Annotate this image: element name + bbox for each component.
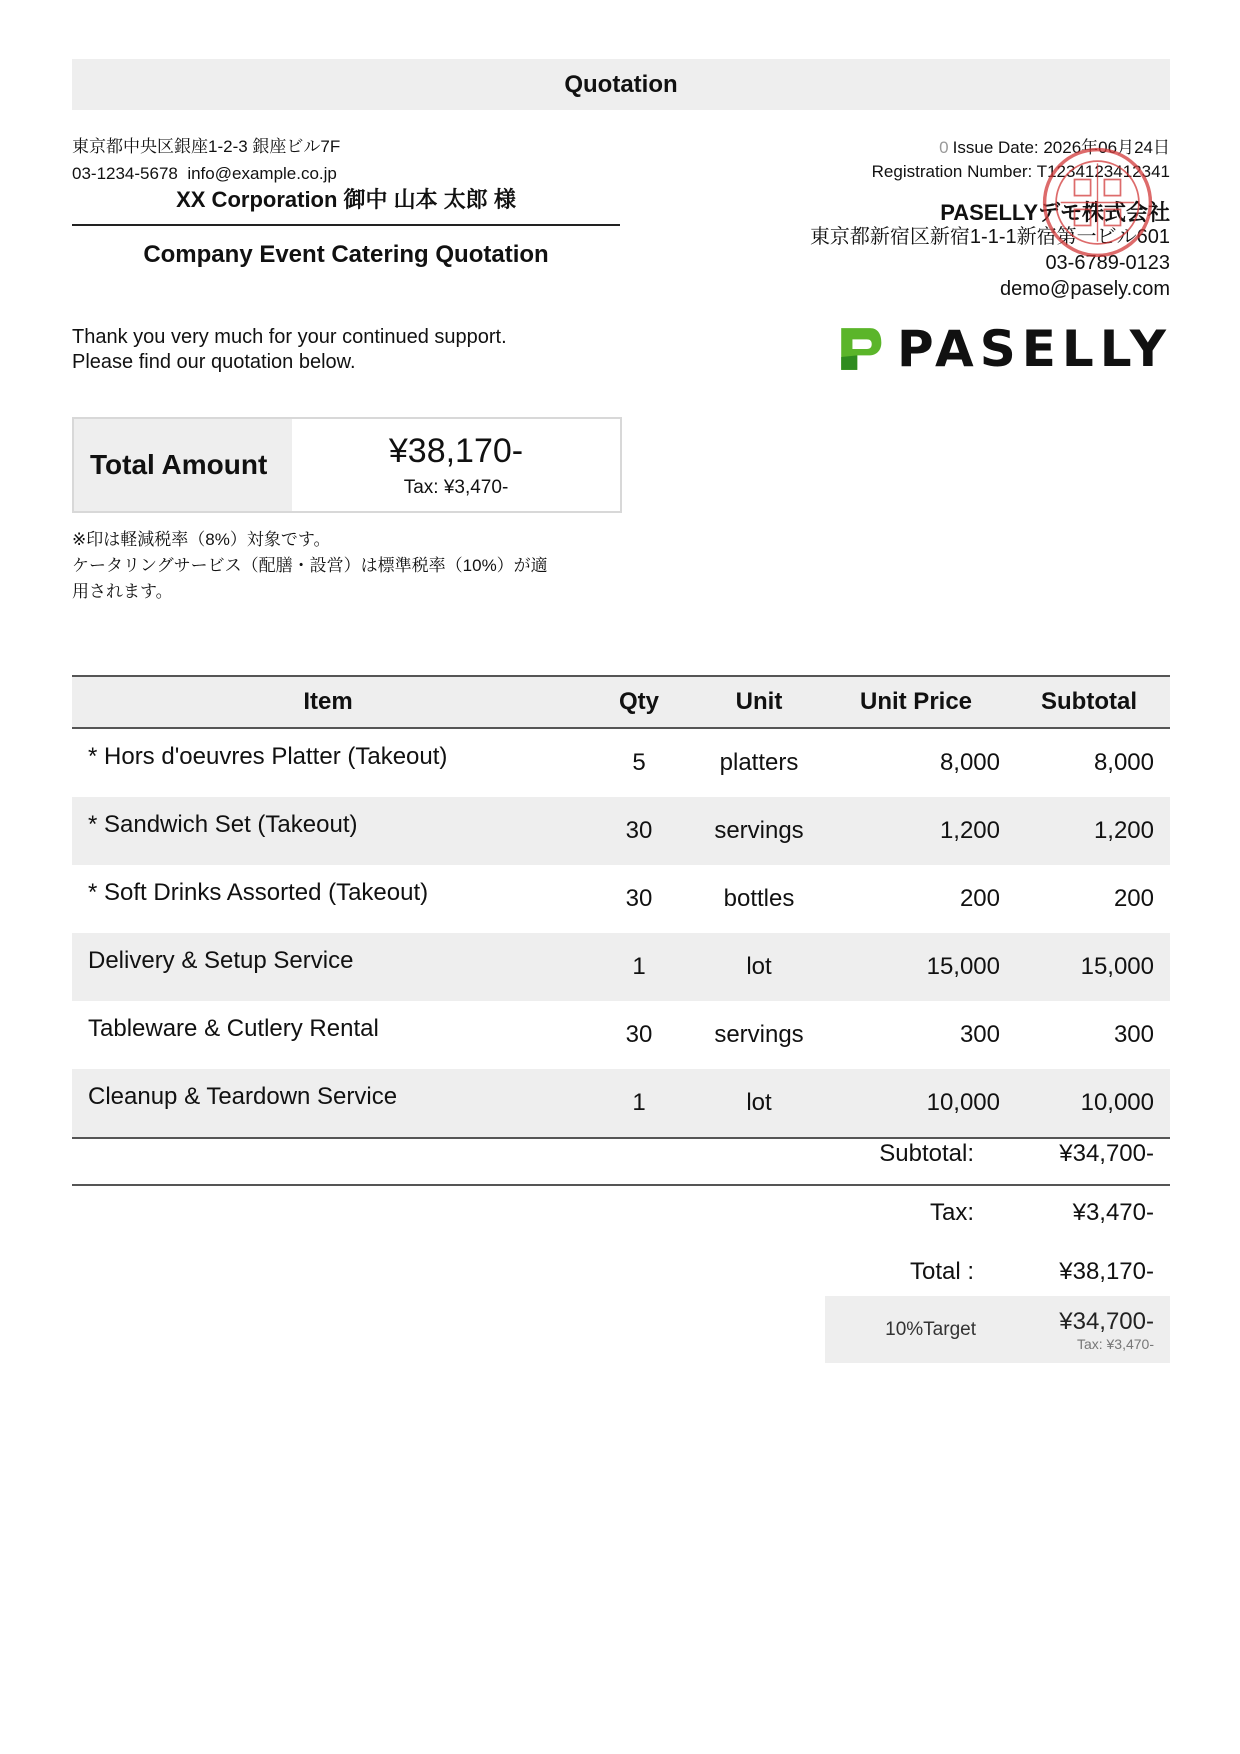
tax-target-values: [990, 1296, 1170, 1363]
row-qty: 30: [625, 885, 653, 912]
tax-note-line-1: ※印は軽減税率（8%）対象です。: [72, 530, 331, 549]
total-amount-box: [72, 417, 622, 513]
row-subtotal: 8,000: [1093, 749, 1154, 776]
summary-subtotal-value: ¥34,700-: [1059, 1140, 1154, 1167]
items-table: [72, 675, 1170, 1139]
pasely-logo-text: PASELLY: [896, 320, 1172, 378]
quotation-subject: Company Event Catering Quotation: [143, 241, 549, 268]
summary-tax-label: Tax:: [929, 1199, 974, 1226]
header-unit-price: Unit Price: [824, 676, 1008, 728]
tax-notes: [72, 527, 632, 605]
summary-tax-value: ¥3,470-: [1072, 1199, 1154, 1226]
row-unit-price: 200: [959, 885, 1000, 912]
client-phone: 03-1234-5678: [72, 164, 178, 183]
row-unit-price: 8,000: [939, 749, 1000, 776]
row-qty: 30: [625, 1021, 653, 1048]
row-subtotal: 10,000: [1008, 1069, 1170, 1138]
pasely-logo-icon: [838, 319, 883, 379]
registration-number: Registration Number: T1234123412341: [871, 162, 1170, 181]
row-qty: 1: [584, 933, 694, 1001]
summary-divider: [72, 1184, 1170, 1186]
total-amount-value: ¥38,170-: [388, 432, 524, 470]
row-item: Delivery & Setup Service: [72, 933, 584, 1001]
issue-prefix: 0: [939, 138, 949, 157]
row-unit: platters: [719, 749, 799, 776]
header-qty: Qty: [584, 676, 694, 728]
table-row: [72, 1001, 1170, 1069]
row-subtotal: 15,000: [1008, 933, 1170, 1001]
greeting-line-1: Thank you very much for your continued support.: [72, 326, 507, 348]
row-unit: servings: [714, 1021, 804, 1048]
row-qty: 1: [584, 1069, 694, 1138]
table-row: [72, 1069, 1170, 1138]
header-unit: Unit: [694, 676, 824, 728]
row-qty: 30: [584, 797, 694, 865]
row-unit: lot: [694, 1069, 824, 1138]
greeting-line-2: Please find our quotation below.: [72, 351, 356, 373]
tax-note-line-3: 用されます。: [72, 582, 173, 601]
row-unit-price: 1,200: [824, 797, 1008, 865]
summary-subtotal-row: [670, 1134, 1170, 1174]
table-row: [72, 797, 1170, 865]
row-subtotal: 300: [1113, 1021, 1154, 1048]
summary-total-value: ¥38,170-: [1059, 1258, 1154, 1285]
header-item: Item: [72, 676, 584, 728]
row-unit: lot: [694, 933, 824, 1001]
row-unit-price: 10,000: [824, 1069, 1008, 1138]
row-item: * Soft Drinks Assorted (Takeout): [88, 879, 429, 906]
row-item: Tableware & Cutlery Rental: [88, 1015, 379, 1042]
total-amount-label: Total Amount: [74, 419, 292, 511]
tax-target-label: 10%Target: [885, 1318, 976, 1340]
issuer-phone: 03-6789-0123: [1045, 252, 1170, 274]
summary-subtotal-label: Subtotal:: [879, 1140, 974, 1167]
header-subtotal: Subtotal: [1008, 676, 1170, 728]
row-qty: 5: [632, 749, 646, 776]
issuer-email: demo@pasely.com: [1000, 278, 1170, 300]
row-unit: bottles: [723, 885, 795, 912]
row-unit-price: 300: [959, 1021, 1000, 1048]
row-unit-price: 15,000: [824, 933, 1008, 1001]
client-address: 東京都中央区銀座1-2-3 銀座ビル7F: [72, 137, 341, 156]
row-subtotal: 1,200: [1008, 797, 1170, 865]
total-amount-values: [292, 419, 620, 511]
tax-target-box: [825, 1296, 1170, 1363]
table-row: [72, 865, 1170, 933]
client-email: info@example.co.jp: [187, 164, 337, 183]
row-item: * Hors d'oeuvres Platter (Takeout): [88, 743, 448, 770]
row-subtotal: 200: [1113, 885, 1154, 912]
client-name: XX Corporation 御中 山本 太郎 様: [72, 183, 620, 226]
issuer-address: 東京都新宿区新宿1-1-1新宿第一ビル601: [809, 226, 1170, 248]
row-item: * Sandwich Set (Takeout): [72, 797, 584, 865]
tax-target-tax: Tax: ¥3,470-: [1076, 1335, 1154, 1352]
summary-total-row: [670, 1252, 1170, 1292]
greeting: [72, 325, 507, 375]
row-item: Cleanup & Teardown Service: [72, 1069, 584, 1138]
issuer-company-name: PASELLYデモ株式会社: [940, 200, 1170, 225]
tax-note-line-2: ケータリングサービス（配膳・設営）は標準税率（10%）が適: [72, 556, 548, 575]
company-seal-stamp: [1040, 145, 1155, 260]
table-header-row: [72, 676, 1170, 728]
total-amount-tax: Tax: ¥3,470-: [403, 477, 509, 498]
document-title: Quotation: [72, 59, 1170, 110]
summary-total-label: Total :: [909, 1258, 974, 1285]
summary-tax-row: [670, 1193, 1170, 1233]
row-unit: servings: [694, 797, 824, 865]
issue-date: Issue Date: 2026年06月24日: [952, 138, 1170, 157]
tax-target-amount: ¥34,700-: [1059, 1307, 1154, 1335]
client-contact: [72, 133, 340, 187]
table-row: [72, 728, 1170, 797]
table-row: [72, 933, 1170, 1001]
pasely-logo: [838, 318, 1172, 380]
